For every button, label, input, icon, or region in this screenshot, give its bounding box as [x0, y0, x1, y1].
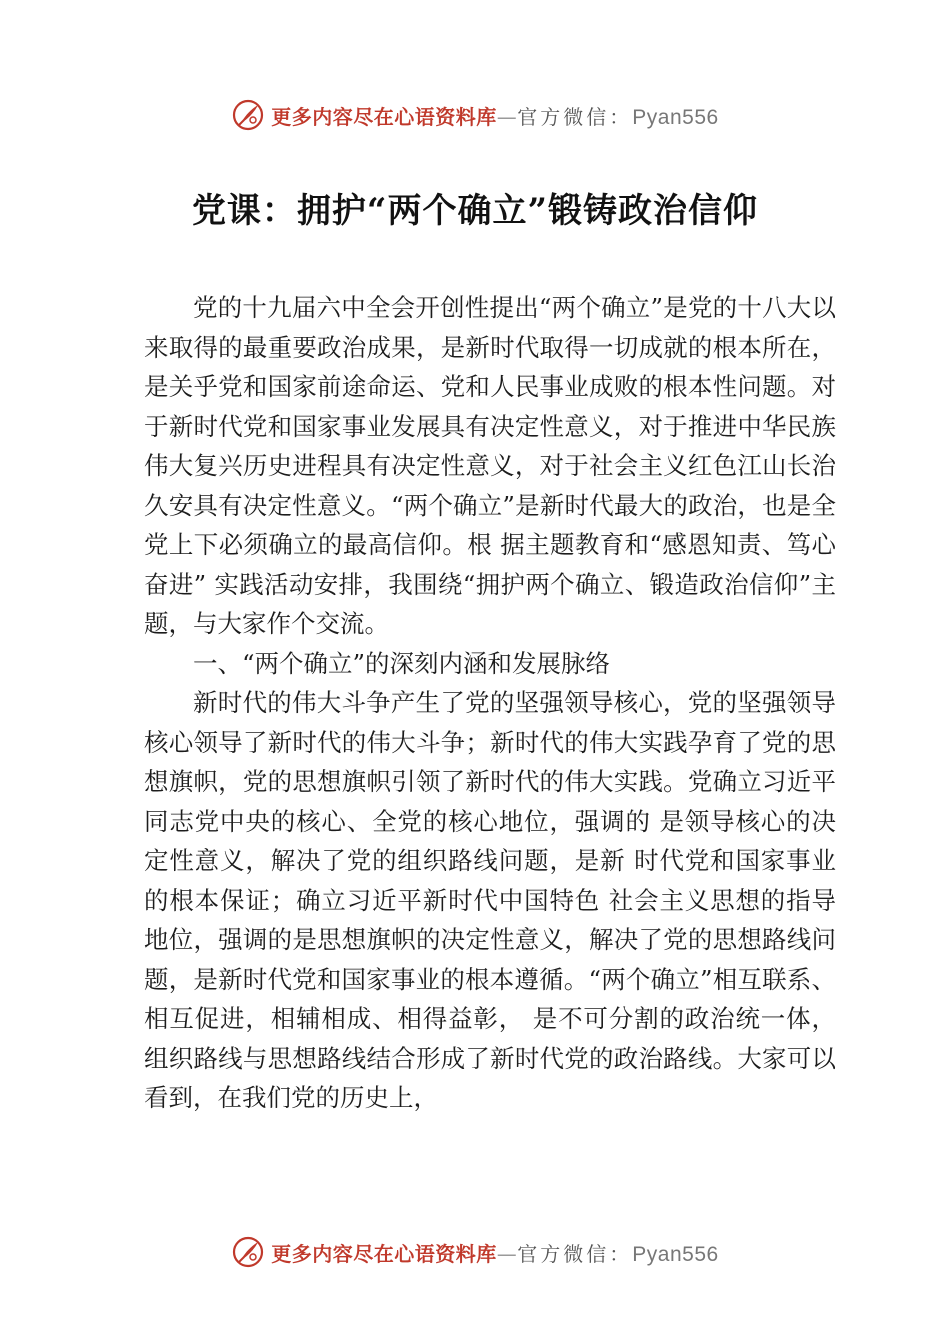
document-title: 党课：拥护“两个确立”锻铸政治信仰 [191, 191, 759, 231]
quill-seal-icon [231, 98, 265, 132]
document-body [144, 288, 836, 1118]
watermark-wechat-id: Pyan556 [632, 105, 719, 129]
footer-watermark [0, 1232, 950, 1272]
header-watermark [0, 95, 950, 135]
quill-seal-icon [231, 1235, 265, 1269]
watermark-official-label: 官方微信： [517, 104, 633, 129]
watermark-dash: — [496, 1241, 518, 1266]
intro-paragraph: 党的十九届六中全会开创性提出“两个确立”是党的十八大以来取得的最重要政治成果，是新时代取得一切成就的根本所在，是关乎党和国家前途命运、党和人民事业成败的根本性问题。对于新时代党和国家事业发展具有决定性意义，对于推进中华民族伟大复兴历史进程具有决定性意义，对于社会主义红色江山长治久安具有决定性意义。“两个确立”是新时代最大的政治，也是全党上下必须确立的最高信仰。根 据主题教育和“感恩知责、笃心奋进” 实践活动安排，我围绕“拥护两个确立、锻造政治信仰”主题，与大家作个交流。 [144, 293, 836, 638]
watermark-official-label: 官方微信： [517, 1241, 633, 1266]
watermark-main-text: 更多内容尽在心语资料库 [271, 104, 497, 129]
watermark-wechat-id: Pyan556 [632, 1242, 719, 1266]
watermark-main-text: 更多内容尽在心语资料库 [271, 1241, 497, 1266]
section-heading-1: 一、“两个确立”的深刻内涵和发展脉络 [193, 648, 611, 678]
body-paragraph: 新时代的伟大斗争产生了党的坚强领导核心，党的坚强领导核心领导了新时代的伟大斗争；新时代的伟大实践孕育了党的思想旗帜，党的思想旗帜引领了新时代的伟大实践。党确立习近平同志党中央的核心、全党的核心地位，强调的 是领导核心的决定性意义，解决了党的组织路线问题，是新 时代党和国家事业的根本保证；确立习近平新时代中国特色 社会主义思想的指导地位，强调的是思想旗帜的决定性意义，解决了党的思想路线问题，是新时代党和国家事业的根本遵循。“两个确立”相互联系、相互促进，相辅相成、相得益彰， 是不可分割的政治统一体，组织路线与思想路线结合形成了新时代党的政治路线。大家可以看到，在我们党的历史上， [144, 688, 836, 1112]
watermark-dash: — [496, 104, 518, 129]
